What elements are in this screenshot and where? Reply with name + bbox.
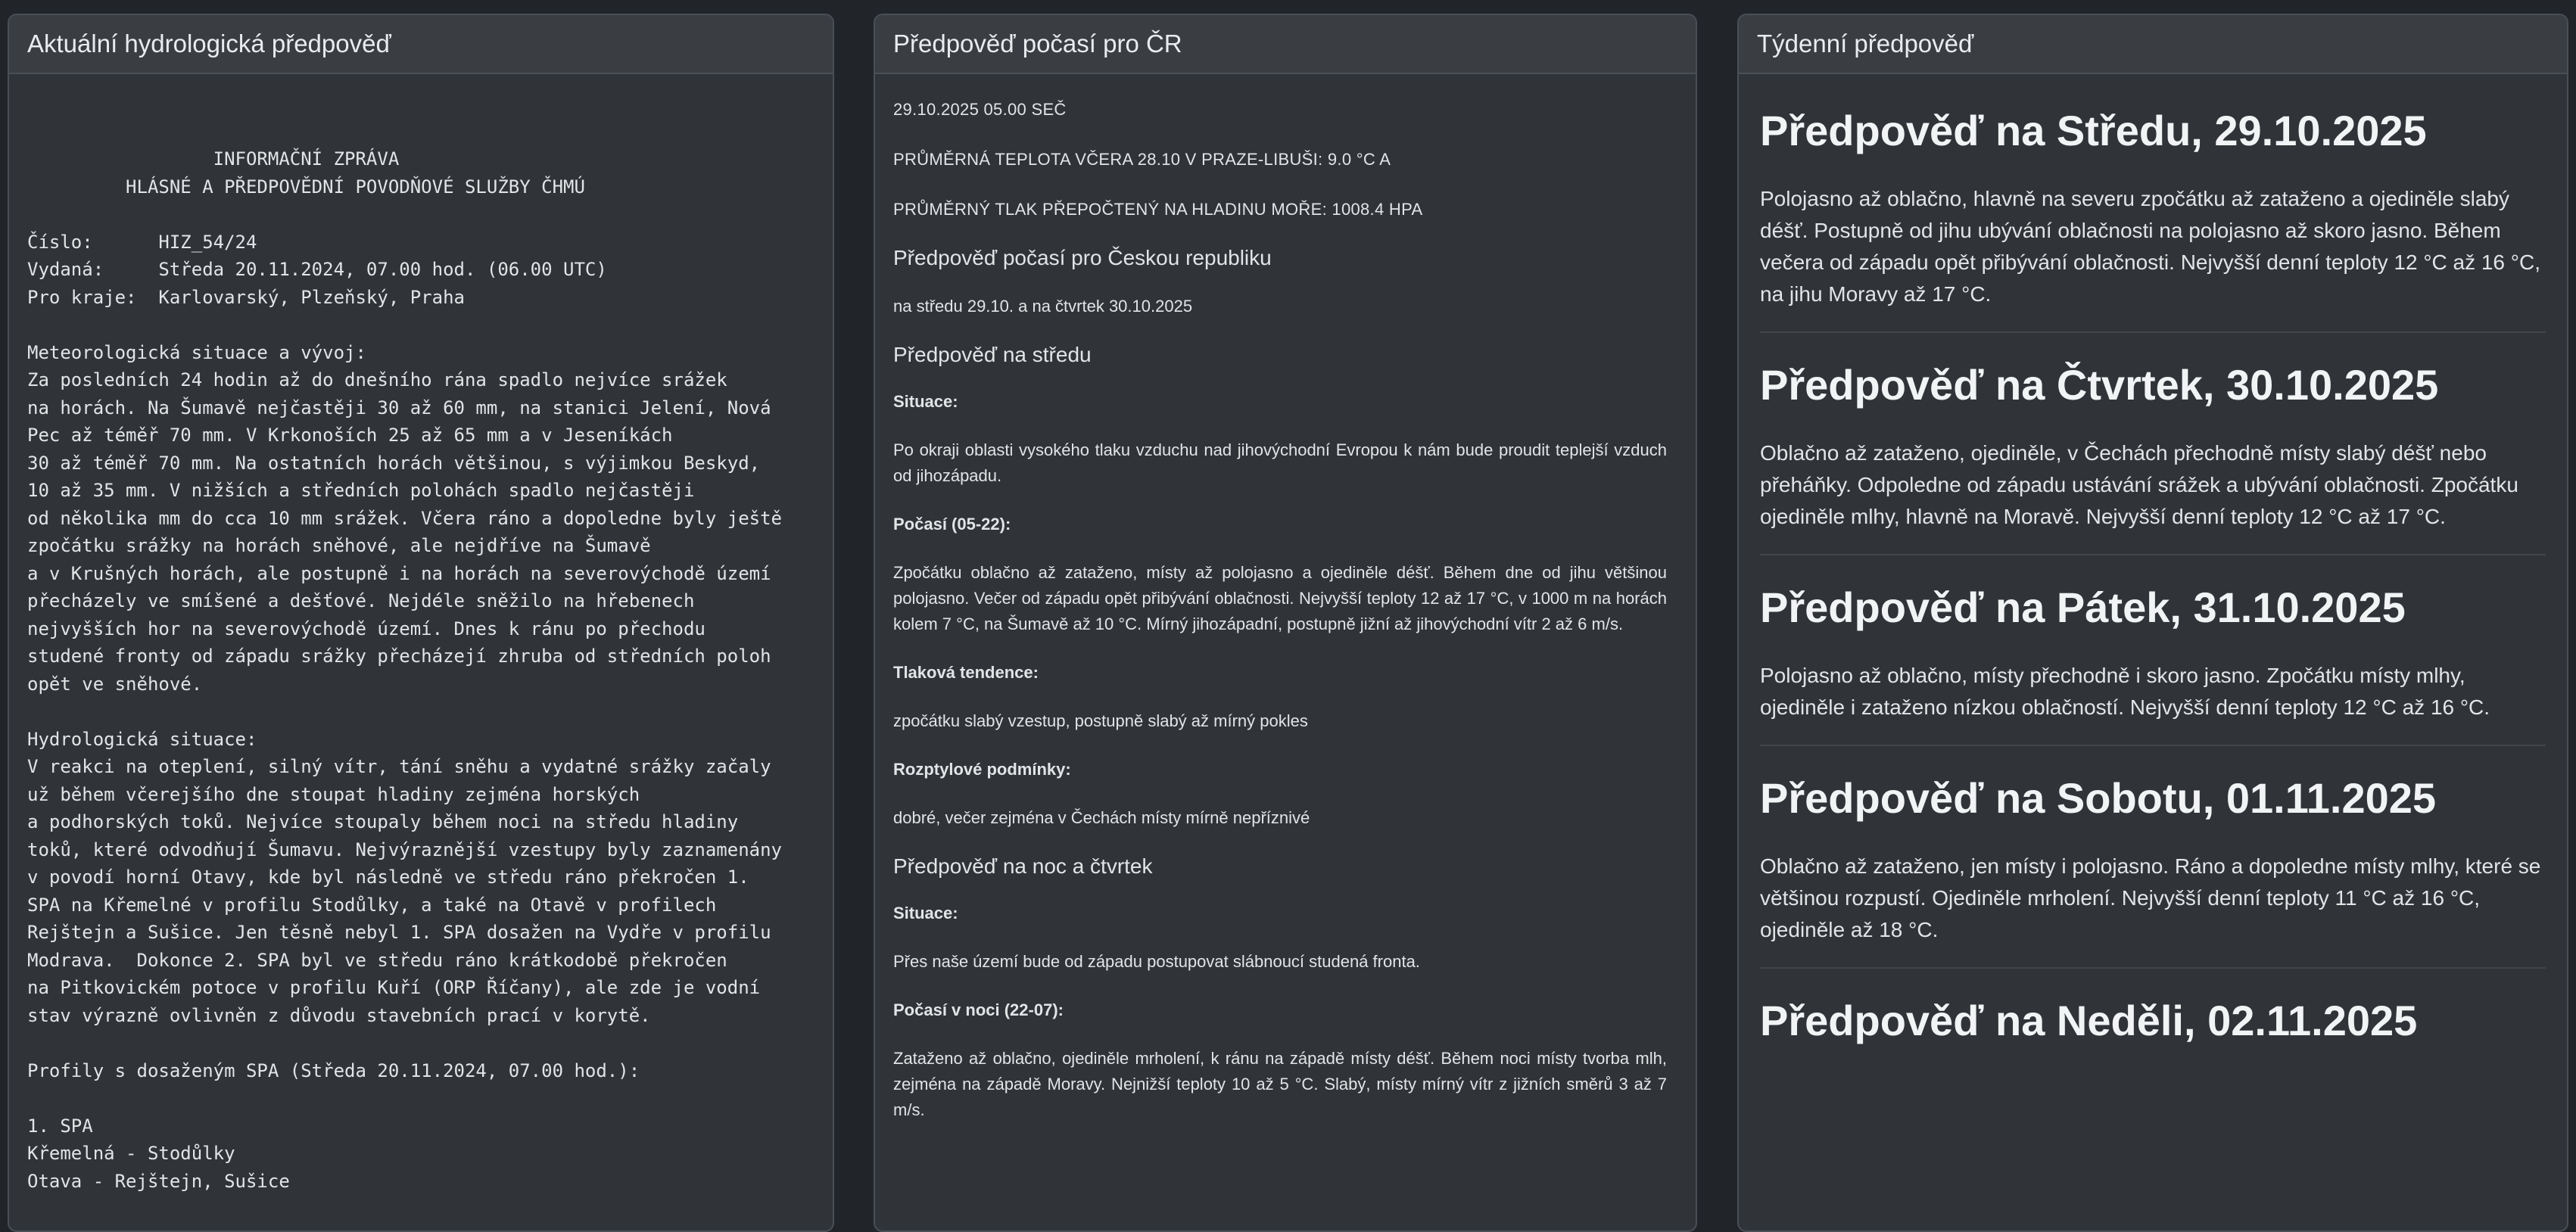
situation2-label: Situace: xyxy=(893,904,958,922)
forecast-night-heading: Předpověď na noc a čtvrtek xyxy=(893,854,1153,878)
weather-forecast-body[interactable] xyxy=(875,74,1696,1123)
day-forecast xyxy=(1760,772,2546,969)
hydro-forecast-body[interactable] xyxy=(9,74,833,1195)
weekly-forecast-body[interactable] xyxy=(1739,74,2567,1094)
weather-night-label: Počasí v noci (22-07): xyxy=(893,1000,1064,1019)
day-forecast-heading: Předpověď na Neděli, 02.11.2025 xyxy=(1760,997,2418,1044)
forecast-wednesday-heading: Předpověď na středu xyxy=(893,343,1092,366)
day-forecast-heading: Předpověď na Sobotu, 01.11.2025 xyxy=(1760,774,2437,822)
weather-forecast-title: Předpověď počasí pro ČR xyxy=(875,15,1696,74)
day-forecast xyxy=(1760,104,2546,333)
weather-night-text: Zataženo až oblačno, ojediněle mrholení, k ránu na západě místy déšť. Během noci místy tvorba mlh, zejména na západě Moravy. Nejnižší teploty 10 až 5 °C. Slabý, místy mírný vítr z jižních směrů 3 až 7 m/s. xyxy=(893,1049,1667,1119)
day-forecast-text: Oblačno až zataženo, ojediněle, v Čechách přechodně místy slabý déšť nebo přeháňky. Odpoledne od západu ustávání srážek a ubývání oblačnosti. Zpočátku ojediněle mlhy, hlavně na Moravě. Nejvyšší denní teploty 12 °C až 17 °C. xyxy=(1760,441,2518,528)
day-forecast xyxy=(1760,359,2546,555)
forecast-cr-heading: Předpověď počasí pro Českou republiku xyxy=(893,246,1272,269)
day-forecast-heading: Předpověď na Čtvrtek, 30.10.2025 xyxy=(1760,361,2439,409)
hydro-report-text: INFORMAČNÍ ZPRÁVA HLÁSNÉ A PŘEDPOVĚDNÍ POVODŇOVÉ SLUŽBY ČHMÚ Číslo: HIZ_54/24 Vydaná: Středa 20.11.2024, 07.00 hod. (06.00 UTC) Pro kraje: Karlovarský, Plzeňský, Praha Meteorologická situace a vývoj: Za posledních 24 hodin až do dnešního rána spadlo nejvíce srážek na horách. Na Šumavě nejčastěji 30 až 60 mm, na stanici Jelení, Nová Pec až téměř 70 mm. V Krkonoších 25 až 65 mm a v Jeseníkách 30 až téměř 70 mm. Na ostatních horách většinou, s výjimkou Beskyd, 10 až 35 mm. V nižších a středních polohách spadlo nejčastěji od několika mm do cca 10 mm srážek. Včera ráno a dopoledne byly ještě zpočátku srážky na horách sněhové, ale nejdříve na Šumavě a v Krušných horách, ale postupně i na horách na severovýchodě území přecházely ve smíšené a dešťové. Nejdéle sněžilo na hřebenech nejvyšších hor na severovýchodě území. Dnes k ránu po přechodu studené fronty od západu srážky přecházejí zhruba od středních poloh opět ve sněhové. Hydrologická situace: V reakci na oteplení, silný vítr, tání sněhu a vydatné srážky začaly už během včerejšího dne stoupat hladiny zejména horských a podhorských toků. Nejvíce stoupaly během noci na středu hladiny toků, které odvodňují Šumavu. Nejvýraznější vzestupy byly zaznamenány v povodí horní Otavy, kde byl následně ve středu ráno překročen 1. SPA na Křemelné v profilu Stodůlky, a také na Otavě v profilech Rejštejn a Sušice. Jen těsně nebyl 1. SPA dosažen na Vydře v profilu Modrava. Dokonce 2. SPA byl ve středu ráno krátkodobě překročen na Pitkovickém potoce v profilu Kuří (ORP Říčany), ale zde je vodní stav výrazně ovlivněn z důvodu stavebních prací v korytě. Profily s dosaženým SPA (Středa 20.11.2024, 07.00 hod.): 1. SPA Křemelná - Stodůlky Otava - Rejštejn, Sušice xyxy=(27,148,782,1192)
day-forecast-heading: Předpověď na Pátek, 31.10.2025 xyxy=(1760,583,2406,631)
situation-text: Po okraji oblasti vysokého tlaku vzduchu nad jihovýchodní Evropou k nám bude proudit teplejší vzduch od jihozápadu. xyxy=(893,440,1667,485)
hydro-forecast-title: Aktuální hydrologická předpověď xyxy=(9,15,833,74)
dispersion-text: dobré, večer zejména v Čechách místy mírně nepříznivé xyxy=(893,808,1310,827)
day-forecast xyxy=(1760,994,2546,1094)
weekly-forecast-title: Týdenní předpověď xyxy=(1739,15,2567,74)
situation2-text: Přes naše území bude od západu postupovat slábnoucí studená fronta. xyxy=(893,952,1420,971)
hydro-forecast-card xyxy=(8,14,834,1232)
pressure-tendency-text: zpočátku slabý vzestup, postupně slabý až mírný pokles xyxy=(893,711,1308,730)
weekly-forecast-card xyxy=(1737,14,2568,1232)
issued-line: 29.10.2025 05.00 SEČ xyxy=(893,100,1067,119)
weather-day-text: Zpočátku oblačno až zataženo, místy až polojasno a ojediněle déšť. Během dne od jihu většinou polojasno. Večer od západu opět přibývání oblačnosti. Nejvyšší teploty 12 až 17 °C, v 1000 m na horách kolem 7 °C, na Šumavě až 10 °C. Mírný jihozápadní, postupně jižní až jihovýchodní vítr 2 až 6 m/s. xyxy=(893,563,1667,633)
day-forecast-text: Polojasno až oblačno, místy přechodně i skoro jasno. Zpočátku místy mlhy, ojediněle i zataženo nízkou oblačností. Nejvyšší denní teploty 12 °C až 16 °C. xyxy=(1760,664,2490,719)
day-forecast-text: Polojasno až oblačno, hlavně na severu zpočátku až zataženo a ojediněle slabý déšť. Postupně od jihu ubývání oblačnosti na polojasno až skoro jasno. Během večera od západu opět přibývání oblačnosti. Nejvyšší denní teploty 12 °C až 16 °C, na jihu Moravy až 17 °C. xyxy=(1760,187,2540,306)
weather-day-label: Počasí (05-22): xyxy=(893,515,1011,534)
situation-label: Situace: xyxy=(893,392,958,411)
pressure-tendency-label: Tlaková tendence: xyxy=(893,663,1039,682)
day-forecast-heading: Předpověď na Středu, 29.10.2025 xyxy=(1760,107,2427,154)
forecast-period: na středu 29.10. a na čtvrtek 30.10.2025 xyxy=(893,297,1193,316)
weather-forecast-card xyxy=(874,14,1697,1232)
avg-pressure-line: PRŮMĚRNÝ TLAK PŘEPOČTENÝ NA HLADINU MOŘE: 1008.4 HPA xyxy=(893,200,1423,219)
dispersion-label: Rozptylové podmínky: xyxy=(893,760,1071,779)
day-forecast-text: Oblačno až zataženo, jen místy i polojasno. Ráno a dopoledne místy mlhy, které se většinou rozpustí. Ojediněle mrholení. Nejvyšší denní teploty 11 °C až 16 °C, ojediněle až 18 °C. xyxy=(1760,854,2541,941)
day-forecast xyxy=(1760,581,2546,746)
avg-temperature-line: PRŮMĚRNÁ TEPLOTA VČERA 28.10 V PRAZE-LIBUŠI: 9.0 °C A xyxy=(893,150,1391,169)
